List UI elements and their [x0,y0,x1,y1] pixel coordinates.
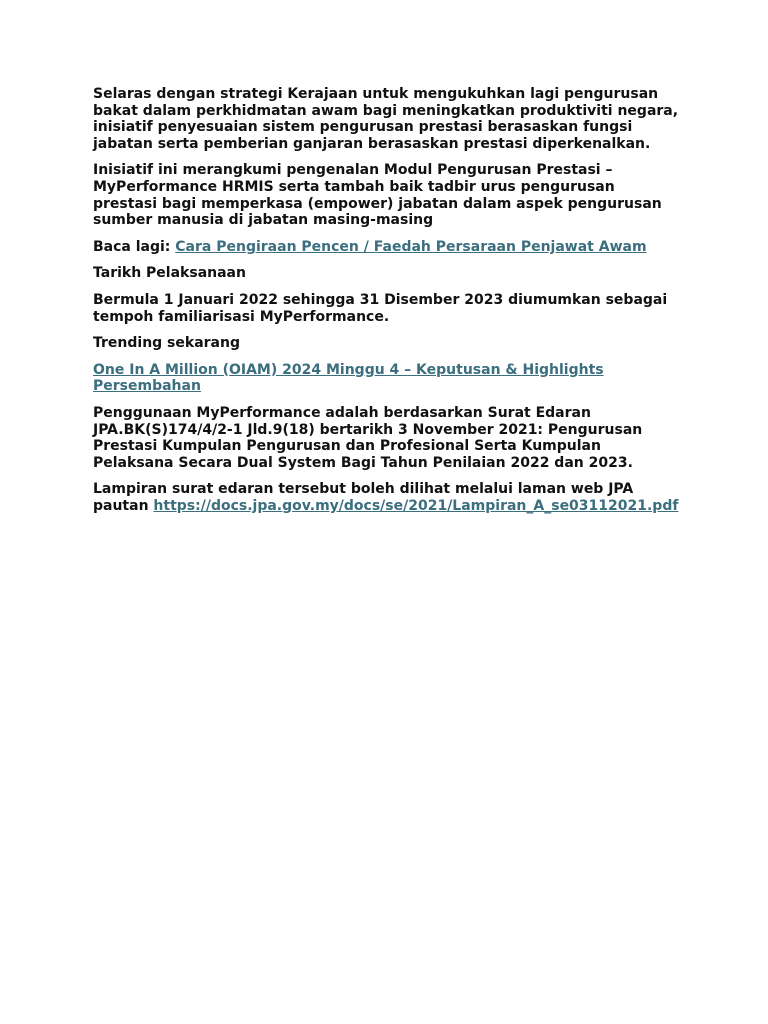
attachment-prefix: Lampiran surat edaran tersebut boleh dilihat melalui laman web JPA pautan [93,481,634,514]
initiative-paragraph: Inisiatif ini merangkumi pengenalan Modul Pengurusan Prestasi – MyPerformance HRMIS serta tambah baik tadbir urus pengurusan prestasi bagi memperkasa (empower) jabatan dalam aspek pengurusan sumber manusia di jabatan masing-masing [93,162,662,229]
implementation-date-heading: Tarikh Pelaksanaan [93,265,246,282]
attachment-paragraph [93,481,679,514]
trending-link[interactable]: One In A Million (OIAM) 2024 Minggu 4 – Keputusan & Highlights Persembahan [93,361,604,395]
article-body [93,86,679,524]
circular-paragraph: Penggunaan MyPerformance adalah berdasarkan Surat Edaran JPA.BK(S)174/4/2-1 Jld.9(18) bertarikh 3 November 2021: Pengurusan Prestasi Kumpulan Pengurusan dan Profesional Serta Kumpulan Pelaksana Secara Dual System Bagi Tahun Penilaian 2022 dan 2023. [93,404,643,471]
read-more-line [93,239,679,256]
read-more-link[interactable]: Cara Pengiraan Pencen / Faedah Persaraan Penjawat Awam [175,238,647,255]
intro-paragraph: Selaras dengan strategi Kerajaan untuk mengukuhkan lagi pengurusan bakat dalam perkhidmatan awam bagi meningkatkan produktiviti negara, inisiatif penyesuaian sistem pengurusan prestasi berasaskan fungsi jabatan serta pemberian ganjaran berasaskan prestasi diperkenalkan. [93,86,679,152]
implementation-date-paragraph: Bermula 1 Januari 2022 sehingga 31 Disember 2023 diumumkan sebagai tempoh familiarisasi MyPerformance. [93,291,668,325]
trending-label: Trending sekarang [93,335,240,352]
read-more-prefix: Baca lagi: [93,238,176,255]
attachment-link[interactable]: https://docs.jpa.gov.my/docs/se/2021/Lampiran_A_se03112021.pdf [153,497,679,514]
trending-line [93,362,679,395]
